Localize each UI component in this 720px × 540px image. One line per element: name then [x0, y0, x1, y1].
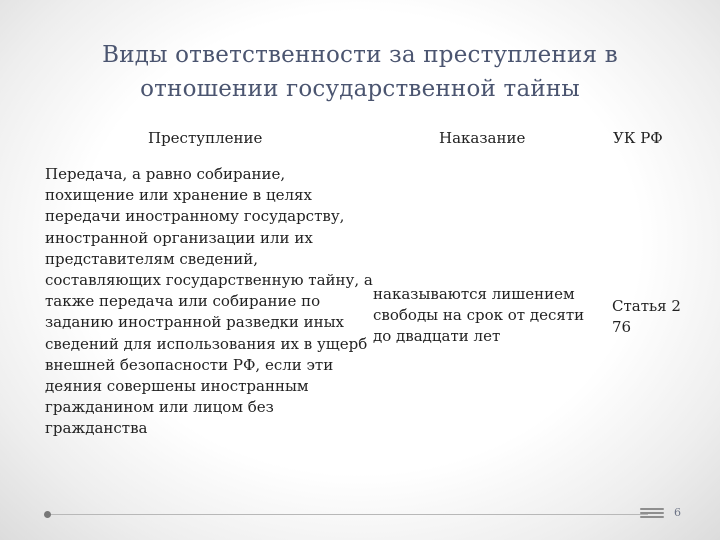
table-cell-code: Статья 276	[612, 297, 681, 336]
column-header-crime: Преступление	[148, 129, 263, 147]
table-cell-crime: Передача, а равно собирание, похищение или хранение в целях передачи иностранному государству, иностранной организации или их представителям сведений, составляющих государственную тайну, а также передача или собирание по заданию иностранной разведки иных сведений для использования их в ущерб внешней безопасности РФ, если эти деяния совершены иностранным гражданином или лицом без гражданства	[45, 165, 373, 438]
footer-right-lines	[640, 508, 664, 520]
column-header-punishment: Наказание	[439, 129, 526, 147]
table-cell-punishment: наказываются лишением свободы на срок от десяти до двадцати лет	[373, 285, 585, 345]
slide-title: Виды ответственности за преступления в отношении государственной тайны	[102, 42, 618, 102]
column-header-code: УК РФ	[613, 129, 663, 147]
footer-divider	[48, 514, 648, 515]
page-number: 6	[674, 506, 681, 519]
footer-left-dot	[44, 511, 51, 518]
